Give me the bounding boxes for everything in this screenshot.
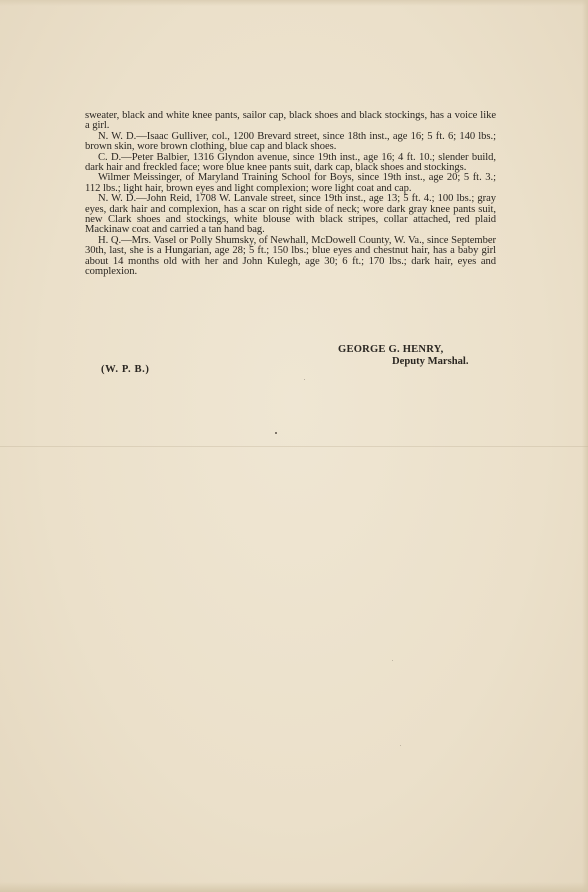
ink-speck xyxy=(275,432,277,434)
paragraph-isaac-gulliver: N. W. D.—Isaac Gulliver, col., 1200 Brevard street, since 18th inst., age 16; 5 ft. 6; 140 lbs.; brown skin, wore brown clothing, blue cap and black shoes. xyxy=(85,130,496,153)
signature-block xyxy=(338,344,498,368)
signature-name: GEORGE G. HENRY, xyxy=(338,344,444,355)
paper-edge-bottom xyxy=(0,882,588,892)
paper-edge-top xyxy=(0,0,588,6)
ink-speck xyxy=(304,379,305,380)
signature-title: Deputy Marshal. xyxy=(392,356,469,367)
ink-speck xyxy=(400,745,401,746)
paragraph-wilmer-meissinger: Wilmer Meissinger, of Maryland Training School for Boys, since 19th inst., age 20; 5 ft. 3.; 112 lbs.; light hair, brown eyes and light complexion; wore light coat and cap. xyxy=(85,172,496,194)
paragraph-peter-balbier: C. D.—Peter Balbier, 1316 Glyndon avenue, since 19th inst., age 16; 4 ft. 10.; slender build, dark hair and freckled face; wore blue knee pants suit, dark cap, black shoes and stockings. xyxy=(85,151,496,174)
paper-crease xyxy=(0,446,588,447)
typist-initials: (W. P. B.) xyxy=(101,364,150,375)
notice-body xyxy=(85,111,496,278)
paragraph-john-reid: N. W. D.—John Reid, 1708 W. Lanvale street, since 19th inst., age 13; 5 ft. 4.; 100 lbs.; gray eyes, dark hair and complexion, has a scar on right side of neck; wore dark gray knee pants suit, new Clark shoes and stockings, white blouse with black stripes, collar attached, red plaid Mackinaw coat and carried a tan hand bag. xyxy=(85,193,496,236)
ink-speck xyxy=(392,660,393,661)
paragraph-continuation: sweater, black and white knee pants, sailor cap, black shoes and black stockings, has a voice like a girl. xyxy=(85,110,496,132)
paragraph-polly-shumsky: H. Q.—Mrs. Vasel or Polly Shumsky, of Newhall, McDowell County, W. Va., since September 30th, last, she is a Hungarian, age 28; 5 ft.; 150 lbs.; blue eyes and chestnut hair, has a baby girl about 14 months old with her and John Kulegh, age 30; 6 ft.; 170 lbs.; dark hair, eyes and complexion. xyxy=(85,234,496,278)
